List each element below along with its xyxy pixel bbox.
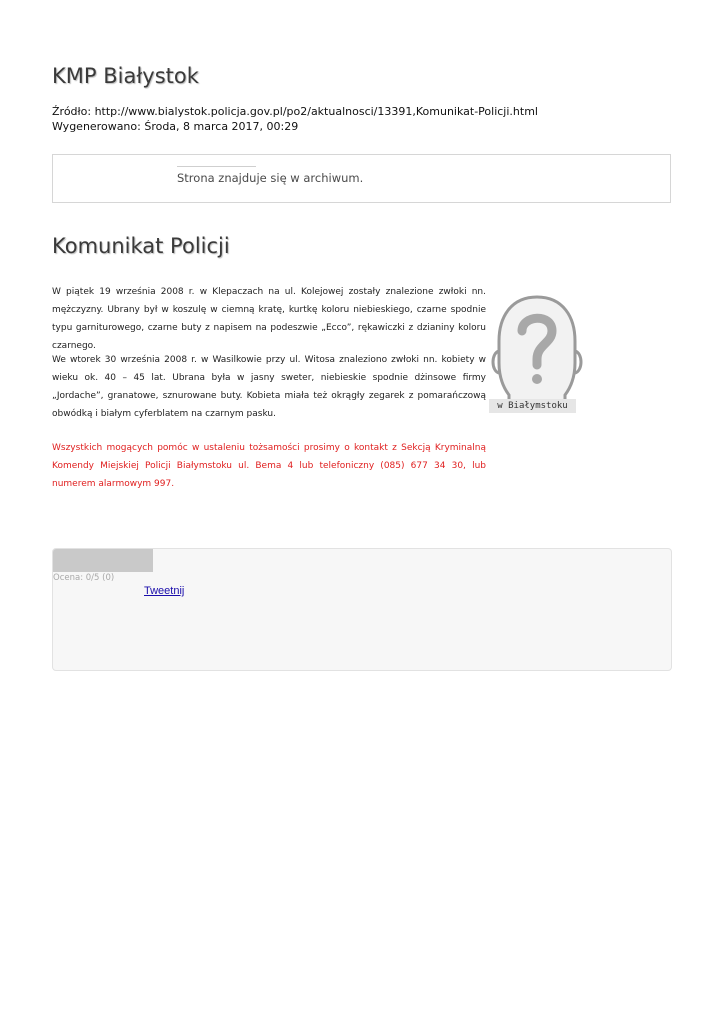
article-paragraph-1: W piątek 19 września 2008 r. w Klepaczach na ul. Kolejowej zostały znalezione zwłoki nn. mężczyzny. Ubrany był w koszulę w ciemną kratę, kurtkę koloru niebieskiego, czarne spodnie typu garniturowego, czarne buty z napisem na podeszwie „Ecco”, rękawiczki z dzianiny koloru czarnego.: [52, 287, 486, 351]
image-caption: w Białymstoku: [489, 399, 576, 413]
document-meta: [52, 104, 538, 134]
site-title: KMP Białystok: [52, 64, 199, 88]
archive-notice-box: [52, 154, 671, 203]
generated-date: Wygenerowano: Środa, 8 marca 2017, 00:29: [52, 120, 299, 133]
article-paragraph-2: We wtorek 30 września 2008 r. w Wasilkowie przy ul. Witosa znaleziono zwłoki nn. kobiety w wieku ok. 40 – 45 lat. Ubrana była w jasny sweter, niebieskie spodnie dżinsowe firmy „Jordache”, granatowe, sznurowane buty. Kobieta miała też okrągły zegarek z pomarańczową obwódką i białym cyferblatem na czarnym pasku.: [52, 355, 486, 419]
article-title: Komunikat Policji: [52, 234, 230, 258]
tweet-link[interactable]: Tweetnij: [144, 585, 185, 597]
rating-stars-bar[interactable]: [53, 549, 153, 572]
archive-notice-text: Strona znajduje się w archiwum.: [177, 171, 364, 185]
article-paragraph-contact: Wszystkich mogących pomóc w ustaleniu tożsamości prosimy o kontakt z Sekcją Kryminalną Komendy Miejskiej Policji Białymstoku ul. Bema 4 lub telefoniczny (085) 677 34 30, lub numerem alarmowym 997.: [52, 443, 486, 489]
rating-text: Ocena: 0/5 (0): [53, 573, 115, 583]
archive-divider: [177, 166, 256, 167]
question-mark-head-icon: [489, 291, 585, 415]
source-url: Źródło: http://www.bialystok.policja.gov.pl/po2/aktualnosci/13391,Komunikat-Policji.html: [52, 105, 538, 118]
rating-box: [52, 548, 672, 671]
